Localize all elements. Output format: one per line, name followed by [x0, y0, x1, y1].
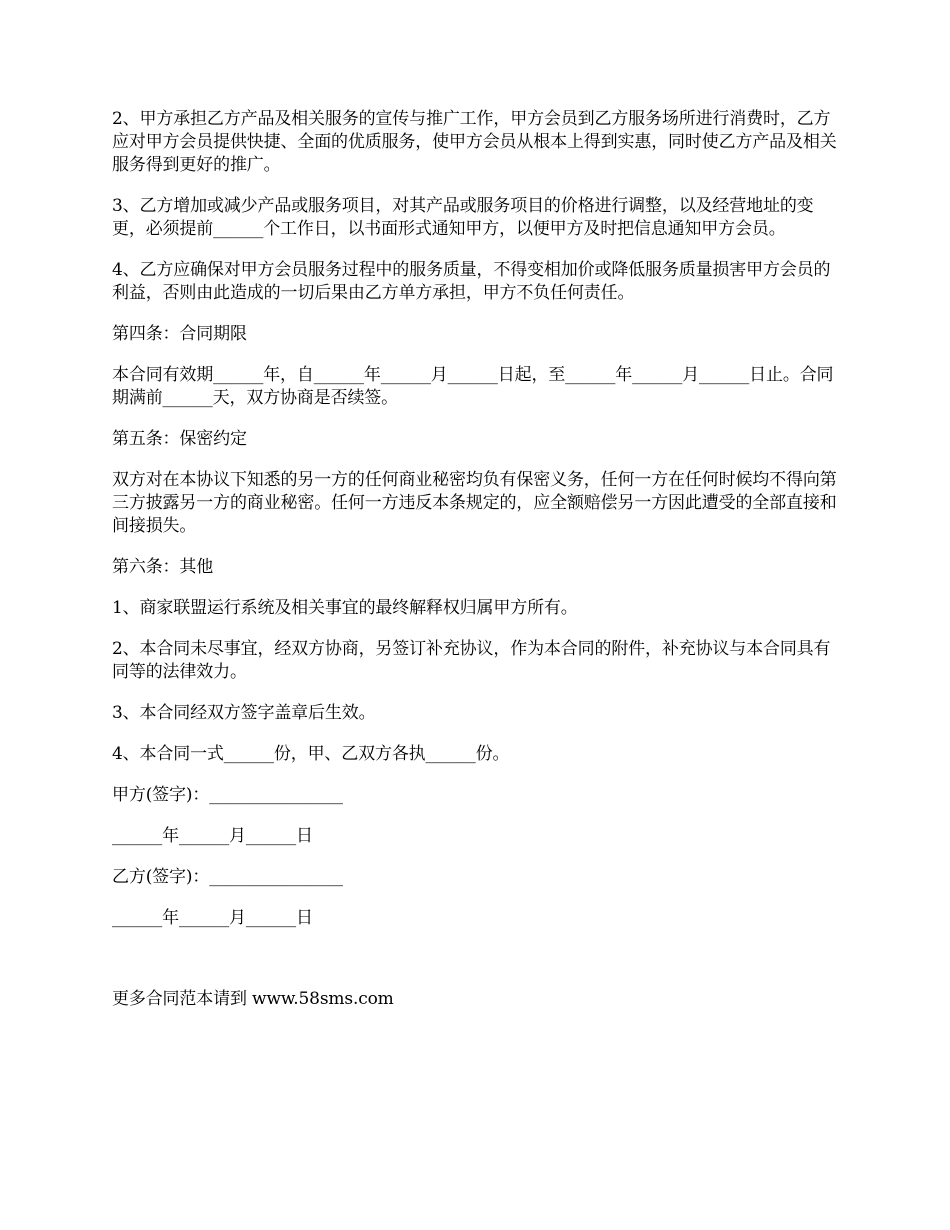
document-page: [112, 108, 842, 1011]
clause-4-quality: 4、乙方应确保对甲方会员服务过程中的服务质量，不得变相加价或降低服务质量损害甲方会员的利益，否则由此造成的一切后果由乙方单方承担，甲方不负任何责任。: [112, 260, 831, 303]
article-6-heading: 第六条：其他: [112, 557, 214, 577]
clause-2-promotion: 2、甲方承担乙方产品及相关服务的宣传与推广工作，甲方会员到乙方服务场所进行消费时，乙方应对甲方会员提供快捷、全面的优质服务，使甲方会员从根本上得到实惠，同时使乙方产品及相关服务得到更好的推广。: [112, 109, 837, 175]
party-b-date: ______年______月______日: [112, 908, 313, 928]
clause-3-changes: 3、乙方增加或减少产品或服务项目，对其产品或服务项目的价格进行调整，以及经营地址的变更，必须提前______个工作日，以书面形式通知甲方，以便甲方及时把信息通知甲方会员。: [112, 196, 814, 239]
article-6-item-2: 2、本合同未尽事宜，经双方协商，另签订补充协议，作为本合同的附件，补充协议与本合同具有同等的法律效力。: [112, 639, 831, 682]
article-6-item-3: 3、本合同经双方签字盖章后生效。: [112, 703, 376, 723]
article-5-confidentiality: 双方对在本协议下知悉的另一方的任何商业秘密均负有保密义务，任何一方在任何时候均不得向第三方披露另一方的商业秘密。任何一方违反本条规定的，应全额赔偿另一方因此遭受的全部直接和间接损失。: [112, 470, 837, 536]
article-6-item-1: 1、商家联盟运行系统及相关事宜的最终解释权归属甲方所有。: [112, 598, 578, 618]
party-a-signature: 甲方(签字)：________________: [112, 785, 343, 805]
party-a-date: ______年______月______日: [112, 826, 313, 846]
article-4-heading: 第四条：合同期限: [112, 324, 247, 344]
article-4-term: 本合同有效期______年，自______年______月______日起，至______年______月______日止。合同期满前______天，双方协商是否续签。: [112, 365, 834, 408]
article-5-heading: 第五条：保密约定: [112, 429, 247, 449]
article-6-item-4: 4、本合同一式______份，甲、乙双方各执______份。: [112, 744, 510, 764]
party-b-signature: 乙方(签字)：________________: [112, 867, 343, 887]
footer-more-templates: 更多合同范本请到 www.58sms.com: [112, 989, 394, 1009]
